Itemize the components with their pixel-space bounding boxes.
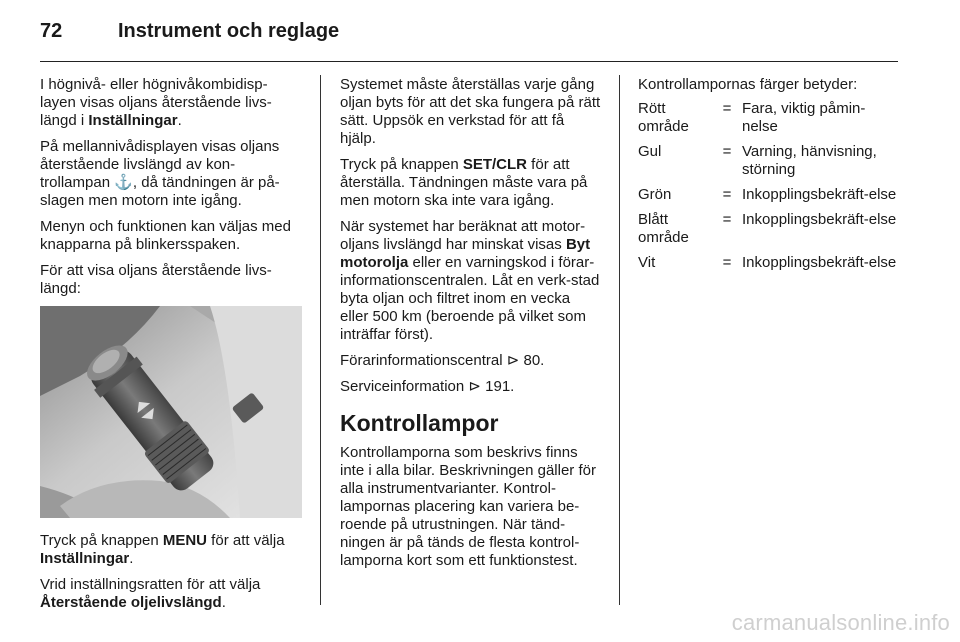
- paragraph-warning-lights: Kontrollamporna som beskrivs finns inte i alla bilar. Beskrivningen gäller för alla instrumentvarianter. Kontrol-lampornas placering kan variera be-roende på utrustningen. När tänd-ningen är på tänds de flesta kontrol-lamporna kort som ett funktionstest.: [340, 444, 596, 569]
- column-divider-left: [320, 75, 321, 605]
- table-row: Blått område = Inkopplingsbekräft-else: [638, 211, 897, 246]
- paragraph-oil-life-mid: På mellannivådisplayen visas oljans återstående livslängd av kon-trollampan ⚓, då tändningen är på-slagen men motorn inte igång.: [40, 138, 280, 209]
- table-row: Vit = Inkopplingsbekräft-else: [638, 254, 897, 271]
- page-reference-arrow-icon: ⊳: [468, 378, 481, 395]
- header-rule: [40, 61, 898, 62]
- color-meaning-table: [638, 100, 900, 279]
- paragraph-turn-knob: Vrid inställningsratten för att välja Återstående oljelivslängd.: [40, 576, 261, 611]
- column-1: [40, 76, 302, 620]
- page-reference-arrow-icon: ⊳: [506, 352, 520, 369]
- reference-service-info: Serviceinformation ⊳ 191.: [340, 378, 515, 395]
- table-row: Gul = Varning, hänvisning, störning: [638, 143, 877, 178]
- reference-driver-info-centre: Förarinformationscentral ⊳ 80.: [340, 352, 545, 369]
- column-3: [638, 76, 900, 279]
- paragraph-show-oil-life: För att visa oljans återstående livs-längd:: [40, 262, 272, 297]
- paragraph-press-setclr: Tryck på knappen SET/CLR för att återställa. Tändningen måste vara på men motorn ska inte vara igång.: [340, 156, 588, 209]
- paragraph-press-menu: Tryck på knappen MENU för att välja Inställningar.: [40, 532, 285, 567]
- table-row: Grön = Inkopplingsbekräft-else: [638, 186, 897, 203]
- paragraph-menu-info: Menyn och funktionen kan väljas med knapparna på blinkersspaken.: [40, 218, 291, 253]
- column-divider-right: [619, 75, 620, 605]
- oil-can-icon: ⚓: [114, 174, 133, 191]
- table-row: Rött område = Fara, viktig påmin-nelse: [638, 100, 866, 135]
- turn-signal-lever-photo: [40, 306, 302, 518]
- paragraph-color-intro: Kontrollampornas färger betyder:: [638, 76, 858, 93]
- section-heading: Kontrollampor: [340, 410, 499, 436]
- page-title: Instrument och reglage: [118, 20, 340, 42]
- watermark: carmanualsonline.info: [731, 610, 950, 635]
- paragraph-change-oil: När systemet har beräknat att motor-oljans livslängd har minskat visas Byt motorolja eller en varningskod i förar-informationscentralen. Låt en verk-stad byta oljan och filtret inom en vecka eller 500 km (beroende på vilket som inträffar först).: [340, 218, 600, 343]
- paragraph-reset-system: Systemet måste återställas varje gång oljan byts för att det ska fungera på rätt sätt. Uppsök en verkstad för att få hjälp.: [340, 76, 601, 147]
- page-number: 72: [40, 20, 63, 42]
- column-2: [340, 76, 602, 578]
- paragraph-oil-life-high: I högnivå- eller högnivåkombidisp-layen visas oljans återstående livs-längd i Inställningar.: [40, 76, 272, 129]
